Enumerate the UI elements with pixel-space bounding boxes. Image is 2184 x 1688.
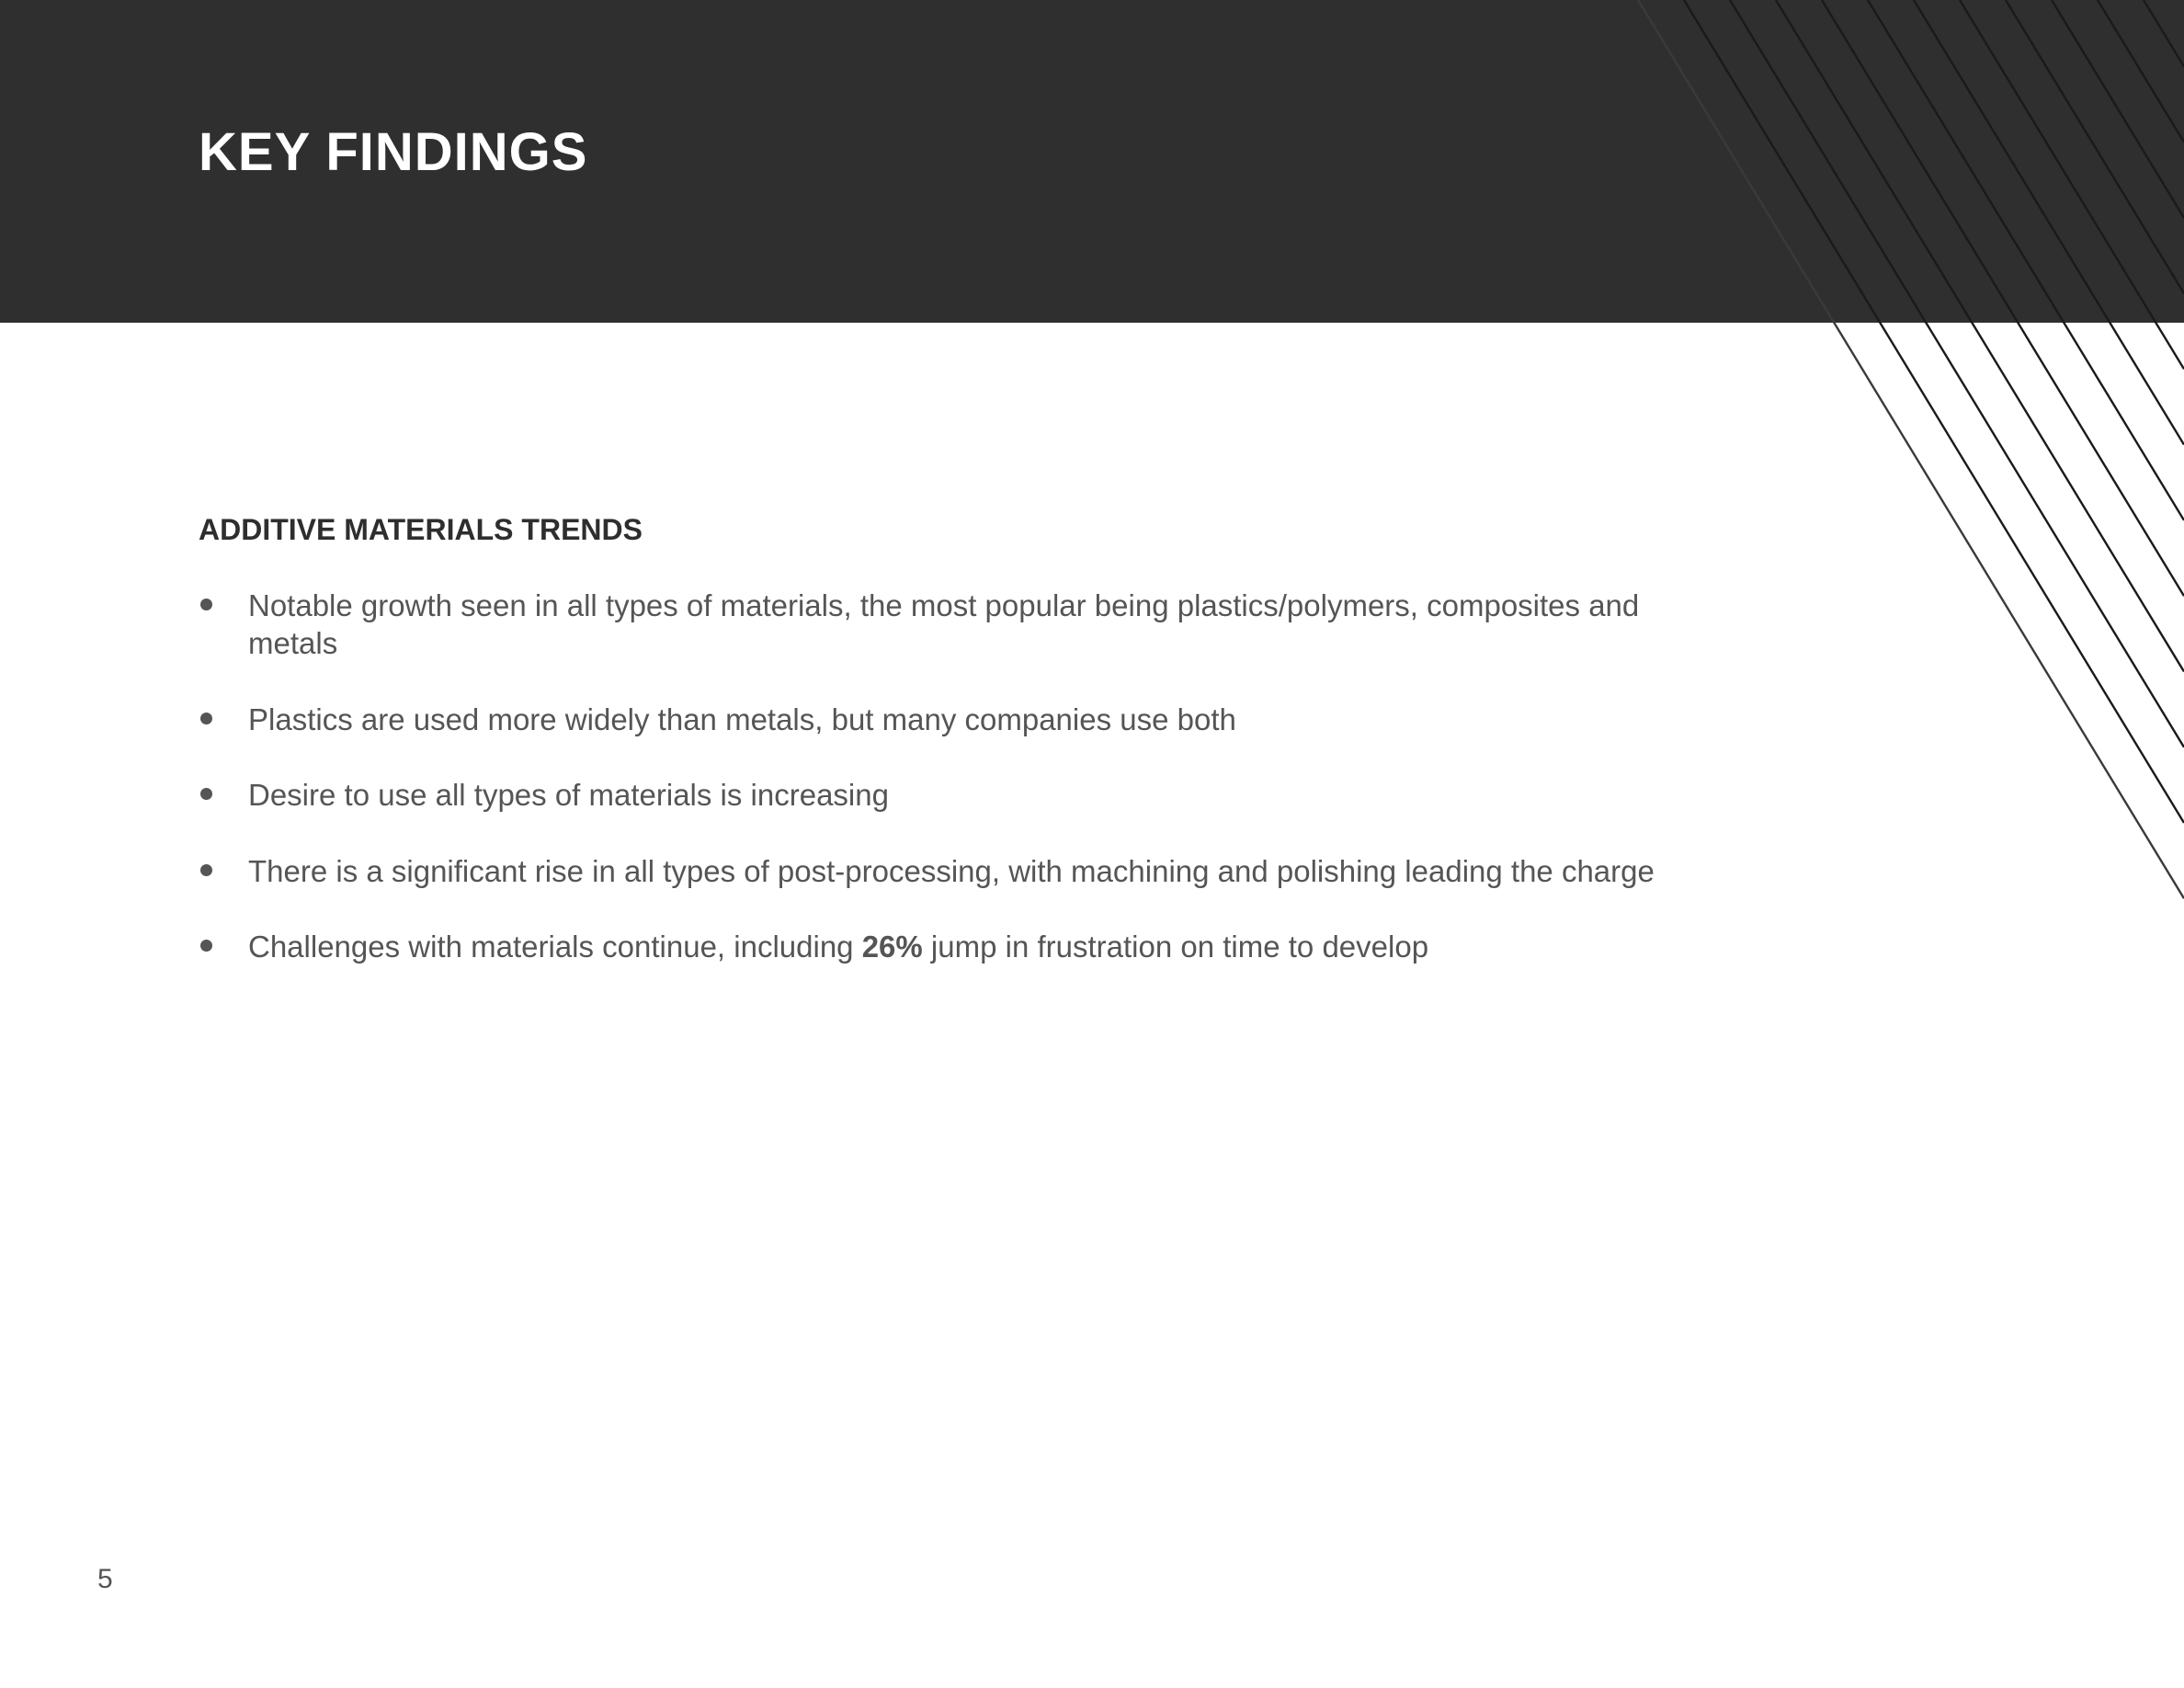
diagonal-stripe <box>1960 0 2184 369</box>
bullet-text <box>248 928 1719 965</box>
bullet-dot-icon <box>200 940 212 952</box>
diagonal-stripe <box>1730 0 2184 747</box>
diagonal-stripe <box>1914 0 2184 445</box>
bullet-text: There is a significant rise in all types of post-processing, with machining and polishing leading the charge <box>248 854 1655 888</box>
list-item <box>199 852 1719 890</box>
bullet-dot-icon <box>200 788 212 800</box>
list-item <box>199 587 1719 662</box>
diagonal-stripe <box>1638 0 2184 898</box>
bullet-dot-icon <box>200 713 212 724</box>
diagonal-stripe <box>1684 0 2184 823</box>
list-item <box>199 701 1719 738</box>
bullet-dot-icon <box>200 599 212 610</box>
page-title: KEY FINDINGS <box>199 122 588 182</box>
diagonal-stripe <box>2098 0 2184 143</box>
diagonal-stripe <box>2144 0 2184 66</box>
highlight-percentage: 26% <box>861 930 923 964</box>
diagonal-stripe <box>1822 0 2184 596</box>
bullet-text-after: jump in frustration on time to develop <box>922 930 1429 964</box>
page-number: 5 <box>97 1564 113 1594</box>
diagonal-stripes <box>1638 0 2184 898</box>
bullet-text: Desire to use all types of materials is increasing <box>248 778 889 812</box>
list-item <box>199 928 1719 965</box>
diagonal-stripe <box>1776 0 2184 671</box>
bullet-dot-icon <box>200 864 212 876</box>
list-item <box>199 776 1719 814</box>
bullet-text: Plastics are used more widely than metals, but many companies use both <box>248 702 1236 736</box>
diagonal-stripe <box>2006 0 2184 293</box>
section-heading: ADDITIVE MATERIALS TRENDS <box>199 513 643 546</box>
bullet-text: Notable growth seen in all types of materials, the most popular being plastics/polymers, composites and metals <box>248 588 1640 660</box>
diagonal-stripe <box>1868 0 2184 520</box>
bullet-text-before: Challenges with materials continue, including <box>248 930 862 964</box>
